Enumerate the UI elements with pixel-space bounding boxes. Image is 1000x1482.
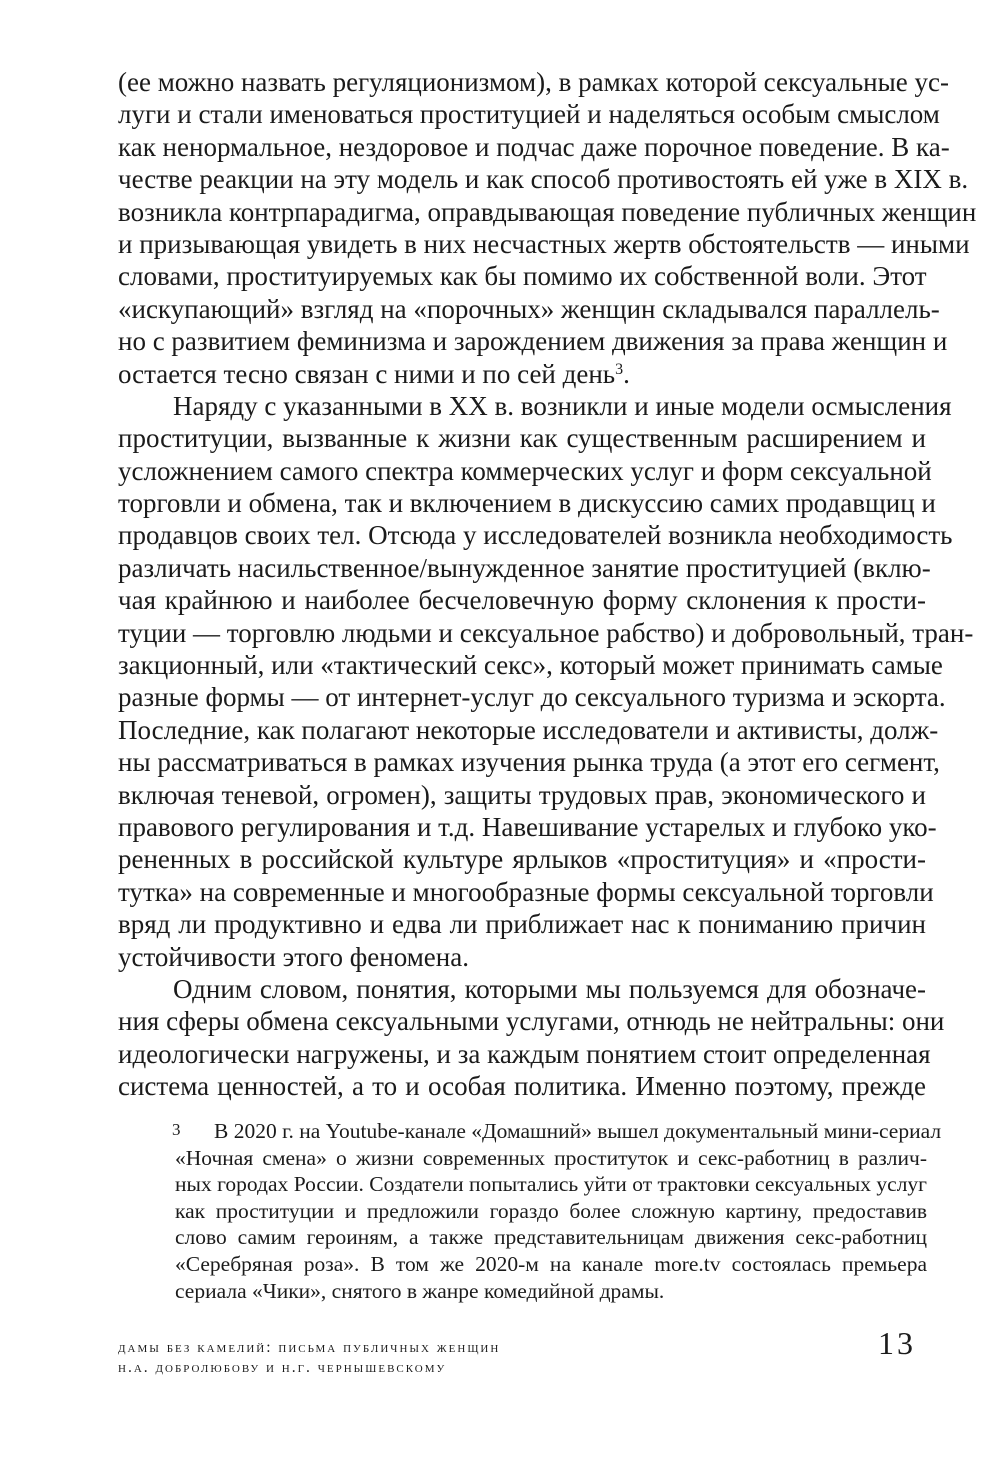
- text-line: возникла контрпарадигма, оправдывающая поведение публичных женщин: [118, 196, 977, 227]
- text-line: разные формы — от интернет-услуг до сексуального туризма и эскорта.: [118, 682, 946, 713]
- text-line: система ценностей, а то и особая политика. Именно поэтому, прежде: [118, 1071, 926, 1102]
- text-line: вряд ли продуктивно и едва ли приближает нас к пониманию причин: [118, 909, 926, 940]
- footnote-line: как проституции и предложили гораздо более сложную картину, предоставив: [175, 1198, 927, 1223]
- text-line: честве реакции на эту модель и как способ противостоять ей уже в XIX в.: [118, 164, 969, 195]
- text-line: «искупающий» взгляд на «порочных» женщин складывался параллель-: [118, 293, 940, 324]
- text-line: туции — торговлю людьми и сексуальное рабство) и добровольный, тран-: [118, 617, 974, 648]
- text-line: ния сферы обмена сексуальными услугами, отнюдь не нейтральны: они: [118, 1006, 945, 1037]
- footnote-marker: 3: [172, 1120, 181, 1139]
- footnote-reference[interactable]: 3: [615, 360, 624, 378]
- sentence-end: .: [623, 358, 630, 389]
- text-line: устойчивости этого феномена.: [118, 941, 469, 972]
- footnote-line: В 2020 г. на Youtube-канале «Домашний» вышел документальный мини-сериал: [214, 1119, 942, 1143]
- text-line: усложнением самого спектра коммерческих услуг и форм сексуальной: [118, 455, 932, 486]
- footnote-line: «Ночная смена» о жизни современных проституток и секс-работниц в различ-: [175, 1145, 927, 1170]
- text-line: идеологически нагружены, и за каждым понятием стоит определенная: [118, 1038, 931, 1069]
- footnote-line: слово самим героиням, а также представительницам движения секс-работниц: [175, 1225, 927, 1250]
- text-line: различать насильственное/вынужденное занятие проституцией (вклю-: [118, 552, 931, 583]
- text-line: закционный, или «тактический секс», который может принимать самые: [118, 650, 943, 681]
- text-line: тутка» на современные и многообразные формы сексуальной торговли: [118, 876, 934, 907]
- text-line: чая крайнюю и наиболее бесчеловечную форму склонения к прости-: [118, 585, 926, 616]
- text-line: ны рассматриваться в рамках изучения рынка труда (а этот его сегмент,: [118, 747, 940, 778]
- text-line: рененных в российской культуре ярлыков «проституция» и «прости-: [118, 844, 926, 875]
- running-footer-line: дамы без камелий: письма публичных женщин: [118, 1339, 501, 1356]
- running-footer: [118, 1338, 500, 1378]
- text-line: но с развитием феминизма и зарождением движения за права женщин и: [118, 326, 948, 357]
- footnote-line: сериала «Чики», снятого в жанре комедийной драмы.: [175, 1278, 665, 1303]
- text-line: как ненормальное, нездоровое и подчас даже порочное поведение. В ка-: [118, 131, 950, 162]
- page-number: 13: [878, 1325, 916, 1361]
- text-line: (ее можно назвать регуляционизмом), в рамках которой сексуальные ус-: [118, 67, 949, 97]
- text-line: [118, 358, 926, 390]
- footnote: [172, 1118, 942, 1304]
- text-segment: остается тесно связан с ними и по сей день: [118, 358, 616, 389]
- running-footer-line: н.а. добролюбову и н.г. чернышевскому: [118, 1359, 447, 1376]
- text-line: Последние, как полагают некоторые исследователи и активисты, долж-: [118, 714, 939, 745]
- text-line: луги и стали именоваться проституцией и наделяться особым смыслом: [118, 99, 940, 130]
- text-line: продавцов своих тел. Отсюда у исследователей возникла необходимость: [118, 520, 953, 551]
- text-line: проституции, вызванные к жизни как существенным расширением и: [118, 423, 926, 454]
- paragraph-start-line: Наряду с указанными в XX в. возникли и иные модели осмысления: [173, 390, 952, 421]
- text-line: словами, проституируемых как бы помимо их собственной воли. Этот: [118, 261, 927, 292]
- footnote-line: «Серебряная роза». В том же 2020-м на канале more.tv состоялась премьера: [175, 1251, 927, 1276]
- text-line: правового регулирования и т.д. Навешивание устарелых и глубоко уко-: [118, 811, 937, 842]
- footnote-line: ных городах России. Создатели попытались уйти от трактовки сексуальных услуг: [175, 1172, 927, 1197]
- text-line: торговли и обмена, так и включением в дискуссию самих продавщиц и: [118, 488, 936, 519]
- text-line: включая теневой, огромен), защиты трудовых прав, экономического и: [118, 779, 926, 810]
- text-line: и призывающая увидеть в них несчастных жертв обстоятельств — иными: [118, 228, 970, 259]
- paragraph-start-line: Одним словом, понятия, которыми мы пользуемся для обозначе-: [173, 973, 926, 1004]
- main-text: [118, 66, 977, 1103]
